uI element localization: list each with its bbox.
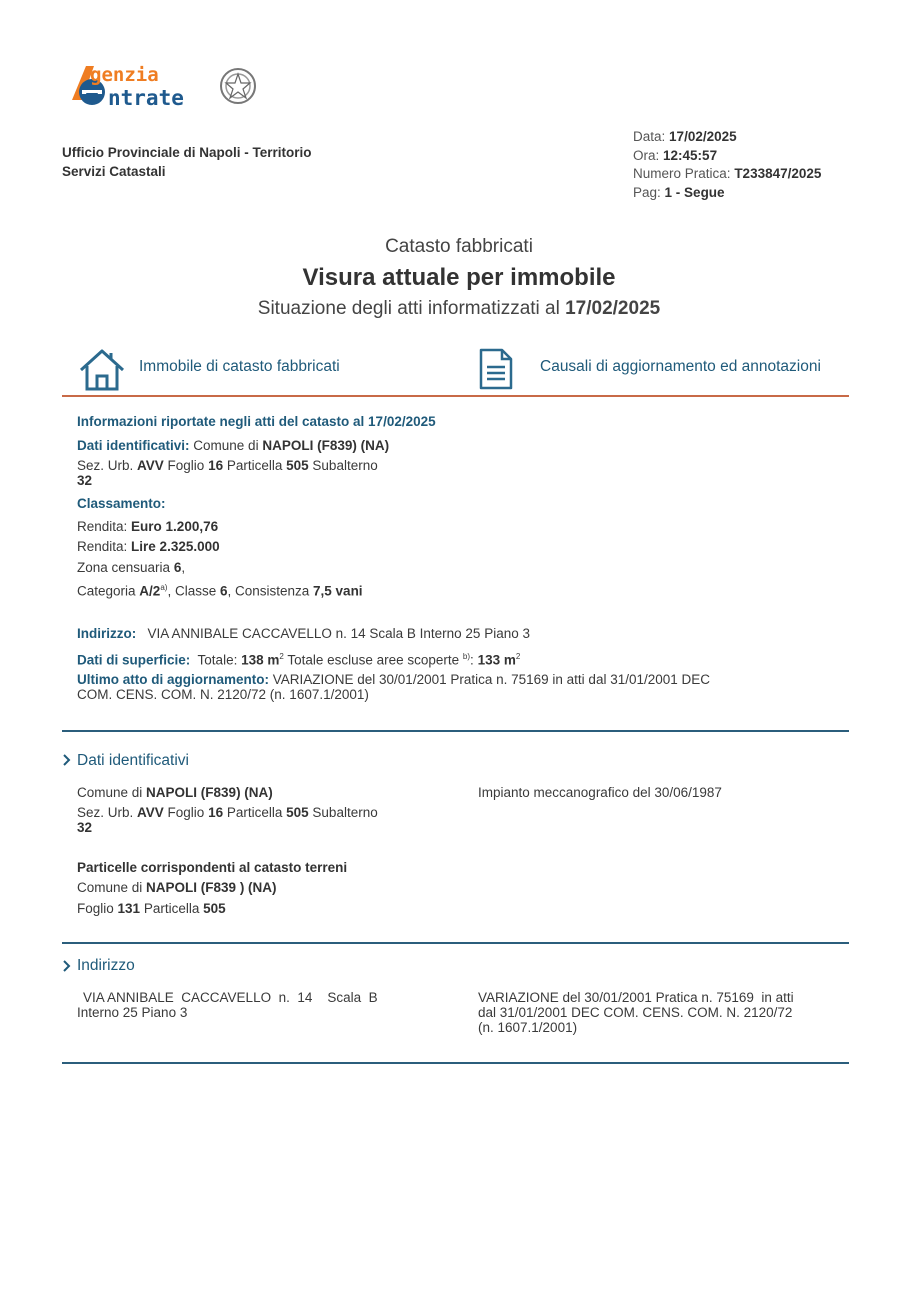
meta-data: Data: 17/02/2025 [633,129,737,144]
office-name: Ufficio Provinciale di Napoli - Territorio [62,145,312,160]
office-block [62,143,312,181]
document-meta [633,128,821,202]
terreni-foglio: Foglio 131 Particella 505 [77,901,226,916]
meta-pagina: Pag: 1 - Segue [633,184,725,200]
divider-blue-3 [62,1062,849,1064]
summary-heading: Informazioni riportate negli atti del catasto al 17/02/2025 [77,414,436,429]
summary-classamento-label: Classamento: [77,496,166,511]
dati-impianto: Impianto meccanografico del 30/06/1987 [478,785,722,800]
chevron-right-icon [62,753,72,770]
house-icon [78,348,126,395]
tab-immobile: Immobile di catasto fabbricati [139,358,340,375]
dati-comune: Comune di NAPOLI (F839) (NA) [77,785,273,800]
agenzia-entrate-logo [68,62,263,114]
document-icon [478,347,514,394]
logo-text-entrate: ntrate [108,86,184,110]
meta-pratica: Numero Pratica: T233847/2025 [633,166,822,181]
chevron-right-icon [62,959,72,976]
summary-dati-identificativi: Dati identificativi: Comune di NAPOLI (F839) (NA) [77,438,390,453]
title-situazione: Situazione degli atti informatizzati al 17/02/2025 [257,298,661,319]
summary-sezione: Sez. Urb. AVV Foglio 16 Particella 505 Subalterno 32 [77,458,378,488]
section-title-indirizzo: Indirizzo [77,957,135,974]
title-visura: Visura attuale per immobile [302,264,616,291]
summary-superficie: Dati di superficie: Totale: 138 $m^2$ Totale escluse aree scoperte $^{b)}$: 133 $m^2$ [77,652,521,668]
tab-causali: Causali di aggiornamento ed annotazioni [540,358,821,375]
divider-orange [62,395,849,397]
title-catasto: Catasto fabbricati [385,236,533,257]
indirizzo-variazione: VARIAZIONE del 30/01/2001 Pratica n. 75169 in atti dal 31/01/2001 DEC COM. CENS. COM. N. 2120/72 (n. 1607.1/2001) [478,990,794,1035]
terreni-comune: Comune di NAPOLI (F839 ) (NA) [77,880,277,895]
summary-ultimo-atto: Ultimo atto di aggiornamento: VARIAZIONE del 30/01/2001 Pratica n. 75169 in atti dal 31/01/2001 DEC COM. CENS. COM. N. 2120/72 (n. 1607.1/2001) [77,672,711,702]
summary-indirizzo: Indirizzo: VIA ANNIBALE CACCAVELLO n. 14 Scala B Interno 25 Piano 3 [77,626,530,641]
divider-blue-1 [62,730,849,732]
indirizzo-address: VIA ANNIBALE CACCAVELLO n. 14 Scala B Interno 25 Piano 3 [77,990,378,1020]
section-title-dati-identificativi: Dati identificativi [77,752,189,769]
office-service: Servizi Catastali [62,164,166,179]
logo-text-agenzia: genzia [90,64,159,86]
summary-classamento: Rendita: Euro 1.200,76 Rendita: Lire 2.325.000 Zona censuaria 6, Categoria A/2$^{a)}$, Classe 6, Consistenza 7,5 vani [77,519,363,599]
dati-sezione: Sez. Urb. AVV Foglio 16 Particella 505 Subalterno 32 [77,805,378,835]
terreni-heading: Particelle corrispondenti al catasto terreni [77,860,348,875]
divider-blue-2 [62,942,849,944]
meta-ora: Ora: 12:45:57 [633,147,718,163]
